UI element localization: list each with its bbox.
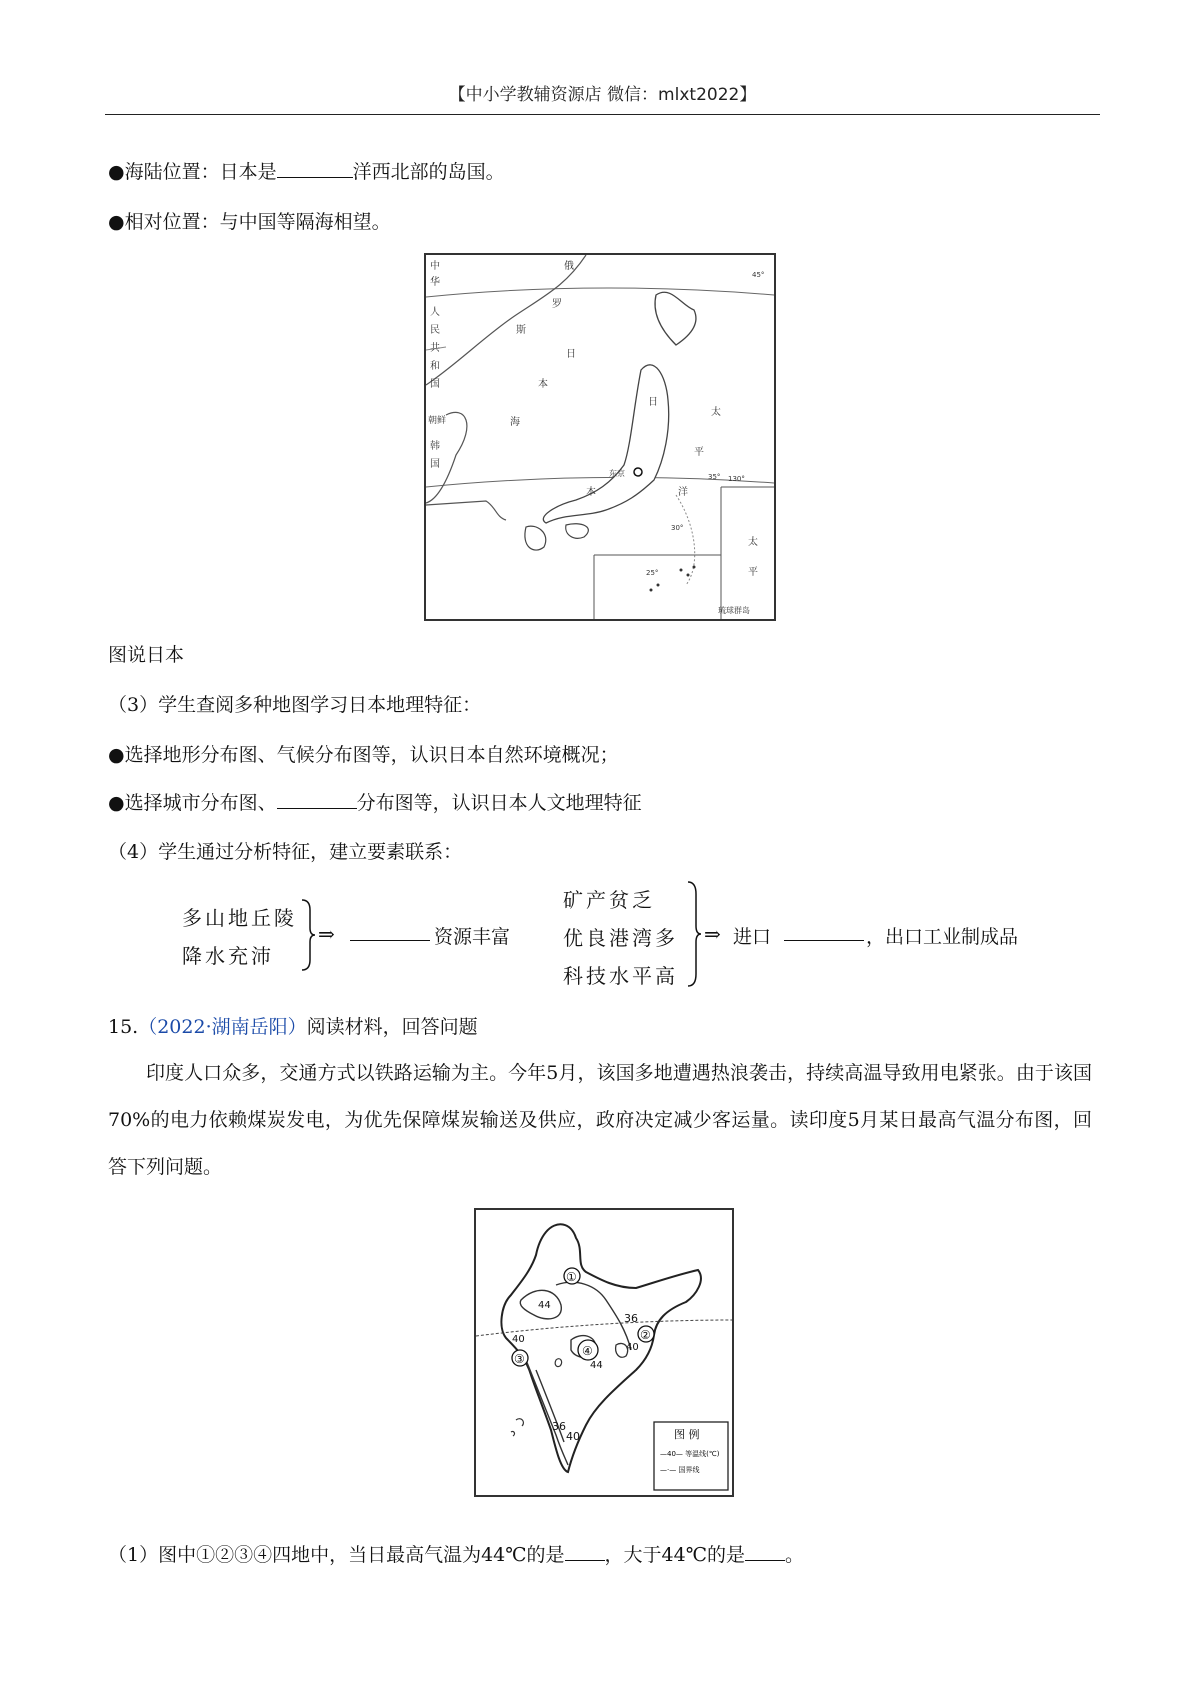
map-label: 日 <box>566 349 576 360</box>
question-source[interactable]: （2022·湖南岳阳） <box>138 1016 307 1038</box>
marker-4: ④ <box>582 1344 593 1358</box>
diagram-left-1: 多山地丘陵 <box>182 906 297 930</box>
q3-b2-post: 分布图等，认识日本人文地理特征 <box>356 792 642 814</box>
map-label: 45° <box>752 271 765 279</box>
blank-resource <box>350 924 430 941</box>
map-label: 130° <box>728 475 745 483</box>
q1-mid: ，大于44℃的是 <box>604 1544 745 1566</box>
map-label: 共 <box>430 343 440 354</box>
question-number: 15. <box>108 1016 139 1038</box>
map-label: 25° <box>646 569 659 577</box>
blank-map-type <box>277 789 357 809</box>
diagram-right-2: 优良港湾多 <box>563 926 678 950</box>
question-prompt: 阅读材料，回答问题 <box>306 1016 478 1038</box>
isotherm-label: 36 <box>624 1312 638 1325</box>
map-label: 本 <box>538 379 548 390</box>
blank-import <box>784 924 864 941</box>
blank-44 <box>565 1541 605 1561</box>
diagram-arrow-2: ⇒ <box>704 922 721 946</box>
diagram-right-3: 科技水平高 <box>563 964 678 988</box>
japan-map <box>424 253 776 621</box>
map-label: 民 <box>430 325 440 336</box>
map-label: 30° <box>671 524 684 532</box>
question-3-bullet-1: ●选择地形分布图、气候分布图等，认识日本自然环境概况； <box>108 744 619 766</box>
map-label: 罗 <box>552 299 562 310</box>
marker-3: ③ <box>514 1352 525 1366</box>
india-map <box>474 1208 734 1497</box>
blank-over-44 <box>745 1541 785 1561</box>
map-label: 和 <box>430 361 440 372</box>
legend-isotherm: —40— 等温线(℃) <box>660 1450 720 1458</box>
isotherm-label: 40 <box>566 1430 580 1443</box>
map-label: 海 <box>510 417 520 428</box>
map-label: 35° <box>708 473 721 481</box>
sea-land-post: 洋西北部的岛国。 <box>352 161 505 183</box>
diagram-out-post: ，出口工业制成品 <box>866 926 1019 948</box>
map-label: 平 <box>694 447 704 458</box>
legend-title: 图 例 <box>674 1428 700 1441</box>
isotherm-label: 36 <box>552 1420 566 1433</box>
diagram-out-pre: 进口 <box>733 926 772 948</box>
header-rule <box>105 114 1100 115</box>
sea-land-text: ●海陆位置：日本是 <box>108 161 277 183</box>
question-4: （4）学生通过分析特征，建立要素联系： <box>108 841 463 863</box>
map-label: 朝鲜 <box>428 416 447 426</box>
line-sea-land <box>108 157 505 184</box>
isotherm-label: 40 <box>512 1334 525 1345</box>
map-label-tokyo: 东京 <box>609 469 625 478</box>
right-brace-2 <box>686 880 702 988</box>
caption-japan: 图说日本 <box>108 644 185 666</box>
page-header: 【中小学教辅资源店 微信：mlxt2022】 <box>448 85 757 105</box>
marker-2: ② <box>640 1328 651 1342</box>
map-label-ryukyu: 琉球群岛 <box>718 606 750 615</box>
question-15-paragraph: 印度人口众多，交通方式以铁路运输为主。今年5月，该国多地遭遇热浪袭击，持续高温导致用电紧张。由于该国70%的电力依赖煤炭发电，为优先保障煤炭输送及供应，政府决定减少客运量。读印度5月某日最高气温分布图，回答下列问题。 <box>108 1062 1092 1178</box>
map-label: 太 <box>748 537 758 548</box>
right-brace-1 <box>300 898 316 972</box>
map-label: 斯 <box>516 325 526 336</box>
diagram-right-1: 矿产贫乏 <box>563 888 655 912</box>
diagram-left-2: 降水充沛 <box>182 944 274 968</box>
map-label: 韩 <box>430 441 440 452</box>
question-15-heading <box>108 1012 478 1039</box>
marker-1: ① <box>566 1270 577 1284</box>
map-label: 华 <box>430 277 440 288</box>
isotherm-label: 44 <box>590 1360 603 1371</box>
map-label: 俄 <box>564 261 574 272</box>
question-15-1 <box>108 1540 804 1567</box>
diagram-arrow-1: ⇒ <box>318 922 335 946</box>
blank-ocean <box>277 158 353 178</box>
map-label: 本 <box>586 487 596 498</box>
q3-b2-pre: ●选择城市分布图、 <box>108 792 277 814</box>
map-label: 洋 <box>678 487 688 498</box>
question-3-bullet-2 <box>108 788 642 815</box>
india-map-svg <box>476 1210 732 1495</box>
line-relative: ●相对位置：与中国等隔海相望。 <box>108 211 391 233</box>
isotherm-label: 44 <box>538 1300 551 1311</box>
map-label: 日 <box>648 397 658 408</box>
diagram-mid-post: 资源丰富 <box>434 926 511 948</box>
map-label: 太 <box>711 407 721 418</box>
japan-map-svg <box>426 255 774 619</box>
map-label: 中 <box>430 261 440 272</box>
q1-post: 。 <box>784 1544 804 1566</box>
question-3: （3）学生查阅多种地图学习日本地理特征： <box>108 694 482 716</box>
legend-border: —·— 国界线 <box>660 1466 700 1474</box>
map-label: 国 <box>430 459 440 470</box>
map-label: 平 <box>748 567 758 578</box>
isotherm-label: 40 <box>626 1342 639 1353</box>
map-label: 人 <box>430 307 440 318</box>
q1-pre: （1）图中①②③④四地中，当日最高气温为44℃的是 <box>108 1544 565 1566</box>
map-label: 国 <box>430 379 440 390</box>
